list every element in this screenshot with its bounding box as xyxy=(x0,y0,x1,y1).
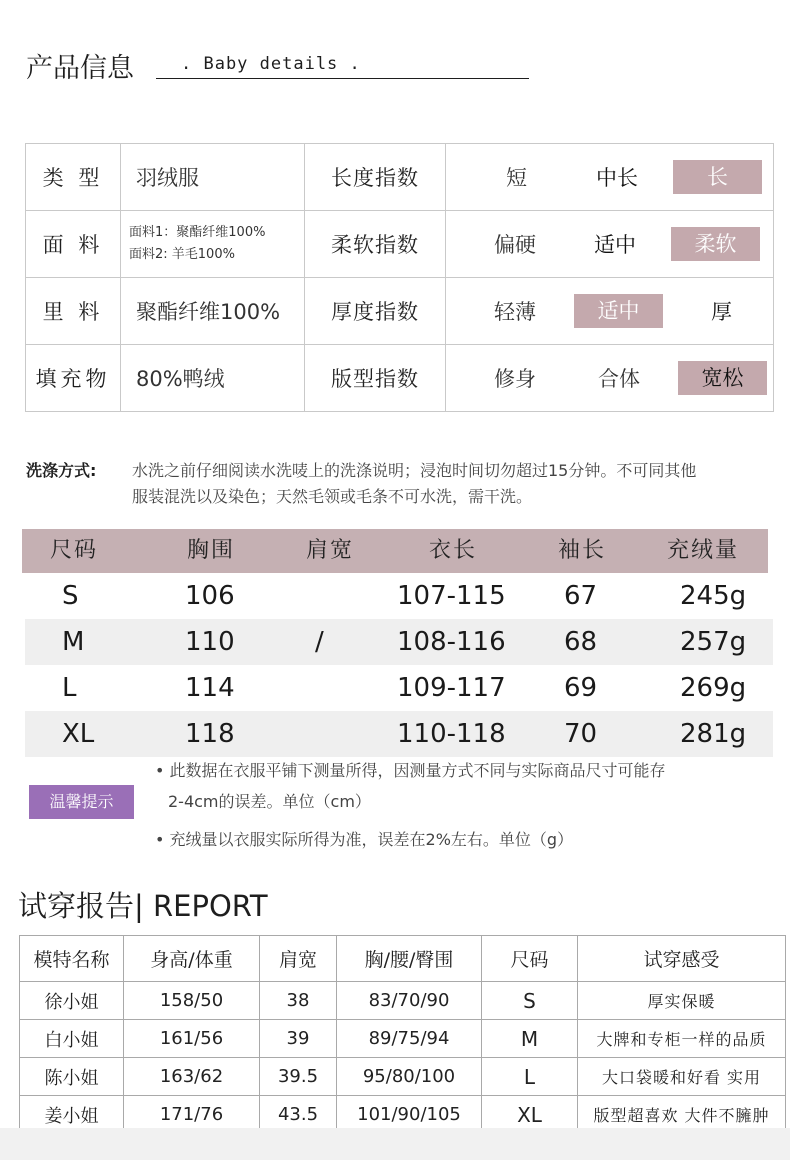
index-option: 偏硬 xyxy=(494,233,536,257)
model-name: 徐小姐 xyxy=(20,982,124,1020)
feedback: 厚实保暖 xyxy=(578,982,786,1020)
height-weight: 158/50 xyxy=(124,982,260,1020)
size-col-header: 衣长 xyxy=(429,538,478,563)
report-col-header: 身高/体重 xyxy=(124,936,260,982)
report-table xyxy=(19,935,786,1134)
info-label: 面 料 xyxy=(26,211,121,278)
wash-line-1: 水洗之前仔细阅读水洗唛上的洗涤说明；浸泡时间切勿超过15分钟。不可同其他 xyxy=(132,461,697,480)
length-cell: 107-115 xyxy=(397,581,506,611)
shoulder: 38 xyxy=(260,982,337,1020)
sleeve-cell: 67 xyxy=(564,581,598,611)
title-underline xyxy=(156,78,529,79)
model-name: 白小姐 xyxy=(20,1020,124,1058)
report-row xyxy=(20,982,786,1020)
worn-size: L xyxy=(482,1058,578,1096)
measurements: 95/80/100 xyxy=(337,1058,482,1096)
index-options xyxy=(446,345,774,412)
page-subtitle: . Baby details . xyxy=(181,54,361,74)
index-option: 中长 xyxy=(596,166,638,190)
down-cell: 257g xyxy=(680,627,747,657)
size-col-header: 肩宽 xyxy=(306,538,355,563)
size-table-header xyxy=(22,529,768,573)
model-name: 陈小姐 xyxy=(20,1058,124,1096)
worn-size: XL xyxy=(482,1096,578,1134)
index-option: 轻薄 xyxy=(494,300,536,324)
shoulder: 43.5 xyxy=(260,1096,337,1134)
report-col-header: 尺码 xyxy=(482,936,578,982)
fabric-line-2: 面料2: 羊毛100% xyxy=(129,247,235,262)
info-value xyxy=(121,211,305,278)
report-col-header: 胸/腰/臀围 xyxy=(337,936,482,982)
report-col-header: 试穿感受 xyxy=(578,936,786,982)
index-option: 厚 xyxy=(711,300,732,324)
down-cell: 281g xyxy=(680,719,747,749)
length-cell: 108-116 xyxy=(397,627,506,657)
down-cell: 269g xyxy=(680,673,747,703)
measurements: 101/90/105 xyxy=(337,1096,482,1134)
fabric-line-1: 面料1：聚酯纤维100% xyxy=(129,225,266,240)
index-option-selected: 柔软 xyxy=(671,227,760,261)
report-row xyxy=(20,1058,786,1096)
size-col-header: 胸围 xyxy=(187,538,236,563)
height-weight: 161/56 xyxy=(124,1020,260,1058)
size-row xyxy=(25,619,773,665)
worn-size: S xyxy=(482,982,578,1020)
index-option: 适中 xyxy=(594,233,636,257)
chest-cell: 118 xyxy=(185,719,235,749)
index-option-selected: 适中 xyxy=(574,294,663,328)
down-cell: 245g xyxy=(680,581,747,611)
size-cell: XL xyxy=(62,719,95,749)
index-options xyxy=(446,144,774,211)
info-row-filling xyxy=(26,345,774,412)
note-1-line-1: • 此数据在衣服平铺下测量所得，因测量方式不同与实际商品尺寸可能存 xyxy=(155,761,666,780)
length-cell: 109-117 xyxy=(397,673,506,703)
index-option-selected: 宽松 xyxy=(678,361,767,395)
bottom-strip xyxy=(0,1128,790,1160)
model-name: 姜小姐 xyxy=(20,1096,124,1134)
feedback: 版型超喜欢 大件不臃肿 xyxy=(578,1096,786,1134)
info-label: 里 料 xyxy=(26,278,121,345)
size-col-header: 袖长 xyxy=(558,538,607,563)
index-option: 合体 xyxy=(598,367,640,391)
report-title: 试穿报告| REPORT xyxy=(18,889,268,923)
info-label: 类 型 xyxy=(26,144,121,211)
info-value: 80%鸭绒 xyxy=(121,345,305,412)
index-label: 柔软指数 xyxy=(305,211,446,278)
index-option: 短 xyxy=(506,166,527,190)
product-info-table xyxy=(25,143,774,412)
chest-cell: 110 xyxy=(185,627,235,657)
report-col-header: 肩宽 xyxy=(260,936,337,982)
size-row xyxy=(25,573,773,619)
size-col-header: 尺码 xyxy=(50,538,99,563)
size-cell: S xyxy=(62,581,79,611)
wash-text xyxy=(132,458,777,510)
info-row-lining xyxy=(26,278,774,345)
sleeve-cell: 68 xyxy=(564,627,598,657)
size-col-header: 充绒量 xyxy=(667,538,740,563)
index-options xyxy=(446,211,774,278)
size-cell: M xyxy=(62,627,85,657)
wash-line-2: 服装混洗以及染色；天然毛领或毛条不可水洗，需干洗。 xyxy=(132,487,533,506)
chest-cell: 114 xyxy=(185,673,235,703)
report-header-row xyxy=(20,936,786,982)
wash-label: 洗涤方式: xyxy=(26,461,97,480)
shoulder: 39 xyxy=(260,1020,337,1058)
size-row xyxy=(25,711,773,757)
height-weight: 163/62 xyxy=(124,1058,260,1096)
info-row-type xyxy=(26,144,774,211)
shoulder: 39.5 xyxy=(260,1058,337,1096)
info-value: 羽绒服 xyxy=(121,144,305,211)
height-weight: 171/76 xyxy=(124,1096,260,1134)
size-cell: L xyxy=(62,673,77,703)
info-value: 聚酯纤维100% xyxy=(121,278,305,345)
measurements: 83/70/90 xyxy=(337,982,482,1020)
worn-size: M xyxy=(482,1020,578,1058)
info-row-fabric xyxy=(26,211,774,278)
page-title: 产品信息 xyxy=(26,53,134,84)
index-option: 修身 xyxy=(494,367,536,391)
measurements: 89/75/94 xyxy=(337,1020,482,1058)
index-label: 长度指数 xyxy=(305,144,446,211)
feedback: 大牌和专柜一样的品质 xyxy=(578,1020,786,1058)
note-2: • 充绒量以衣服实际所得为准，误差在2%左右。单位（g） xyxy=(155,830,574,849)
index-label: 版型指数 xyxy=(305,345,446,412)
length-cell: 110-118 xyxy=(397,719,506,749)
index-option-selected: 长 xyxy=(673,160,762,194)
index-label: 厚度指数 xyxy=(305,278,446,345)
sleeve-cell: 69 xyxy=(564,673,598,703)
sleeve-cell: 70 xyxy=(564,719,598,749)
size-row xyxy=(25,665,773,711)
shoulder-cell: / xyxy=(315,627,324,657)
info-label: 填充物 xyxy=(26,345,121,412)
index-options xyxy=(446,278,774,345)
report-row xyxy=(20,1020,786,1058)
report-col-header: 模特名称 xyxy=(20,936,124,982)
feedback: 大口袋暖和好看 实用 xyxy=(578,1058,786,1096)
note-1-line-2: 2-4cm的误差。单位（cm） xyxy=(168,792,371,811)
chest-cell: 106 xyxy=(185,581,235,611)
tip-badge: 温馨提示 xyxy=(29,785,134,819)
